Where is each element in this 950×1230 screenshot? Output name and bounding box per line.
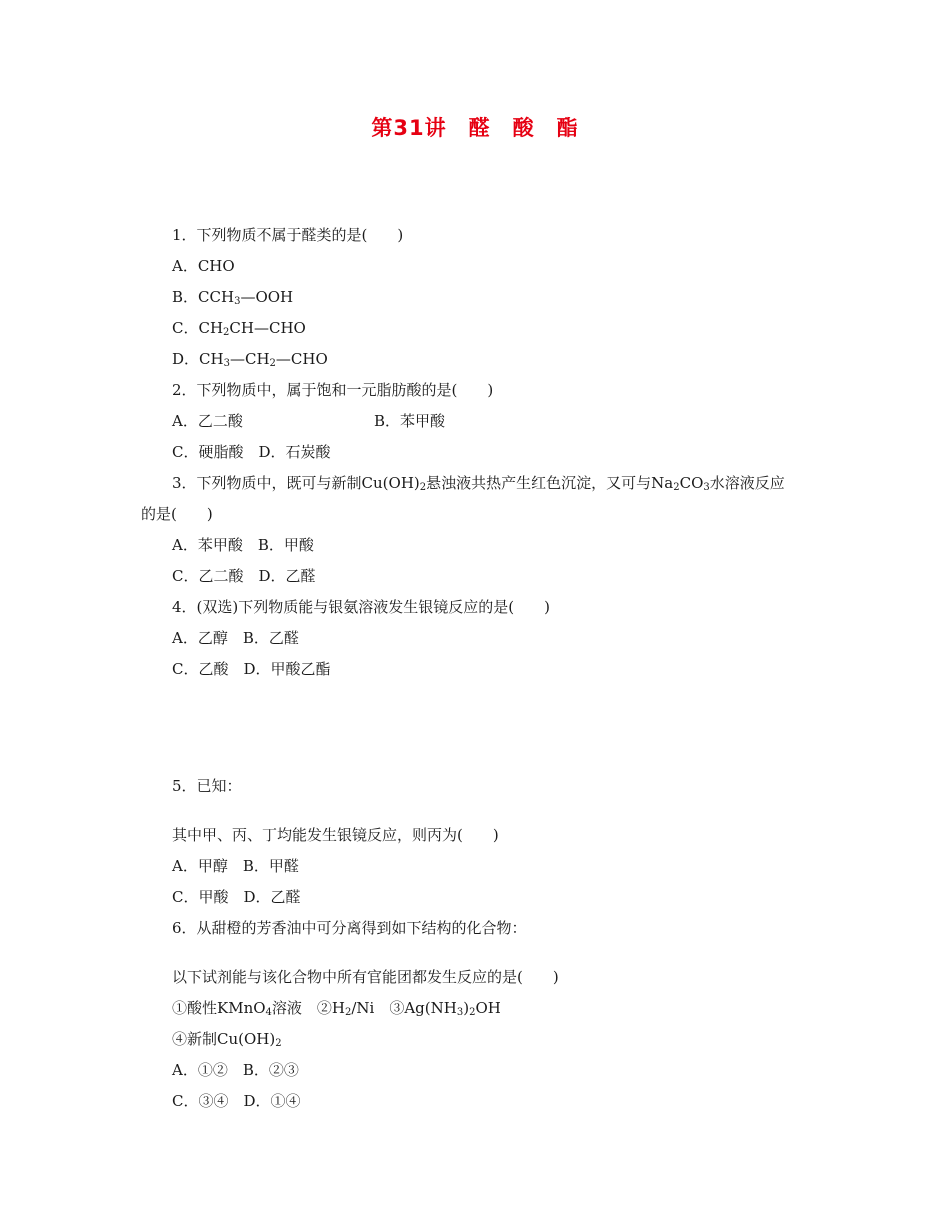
question-1-option-d: D．$CH_3—CH_2—CHO$ (172, 350, 328, 369)
question-3-options-cd: C．乙二酸 D．乙醛 (172, 567, 316, 585)
question-3-options-ab: A．苯甲酸 B．甲酸 (172, 536, 314, 554)
question-1-option-b: B．$CCH_3—OOH$ (172, 288, 294, 307)
question-6-reagent-4: ④新制$Cu(OH)_2$ (172, 1030, 282, 1049)
question-4-stem: 4．(双选)下列物质能与银氨溶液发生银镜反应的是( ) (172, 598, 550, 616)
question-6-reagents-line: ①酸性KMnO$_4$溶液 $②H_2/Ni$ $③Ag(NH_3)_2OH$ (172, 999, 501, 1018)
question-6-stem: 6．从甜橙的芳香油中可分离得到如下结构的化合物： (172, 919, 527, 937)
question-1-option-a: A．CHO (172, 257, 235, 275)
page-title: 第31讲 醛 酸 酯 (371, 116, 579, 140)
question-4-options-cd: C．乙酸 D．甲酸乙酯 (172, 660, 331, 678)
question-2-option-a: A．乙二酸 (172, 412, 243, 430)
question-4-options-ab: A．乙醇 B．乙醛 (172, 629, 299, 647)
question-2-stem: 2．下列物质中，属于饱和一元脂肪酸的是( ) (172, 381, 494, 399)
question-3-stem-continued: 的是( ) (141, 505, 213, 523)
question-1-stem: 1．下列物质不属于醛类的是( ) (172, 226, 404, 244)
question-5-stem-continued: 其中甲、丙、丁均能发生银镜反应，则丙为( ) (172, 826, 499, 844)
question-6-options-cd: C．③④ D．①④ (172, 1092, 301, 1110)
question-1-option-c: C．$CH_2CH—CHO$ (172, 319, 306, 338)
question-5-stem: 5．已知： (172, 777, 242, 795)
question-6-stem-continued: 以下试剂能与该化合物中所有官能团都发生反应的是( ) (172, 968, 559, 986)
question-6-options-ab: A．①② B．②③ (172, 1061, 299, 1079)
question-5-options-ab: A．甲醇 B．甲醛 (172, 857, 299, 875)
question-2-options-cd: C．硬脂酸 D．石炭酸 (172, 443, 331, 461)
question-2-option-b: B．苯甲酸 (374, 412, 446, 430)
question-2-options-ab (172, 411, 572, 431)
question-3-stem: 3．下列物质中，既可与新制$Cu(OH)_2$悬浊液共热产生红色沉淀，又可与$Na_2CO_3$水溶液反应 (172, 474, 785, 493)
question-5-options-cd: C．甲酸 D．乙醛 (172, 888, 301, 906)
